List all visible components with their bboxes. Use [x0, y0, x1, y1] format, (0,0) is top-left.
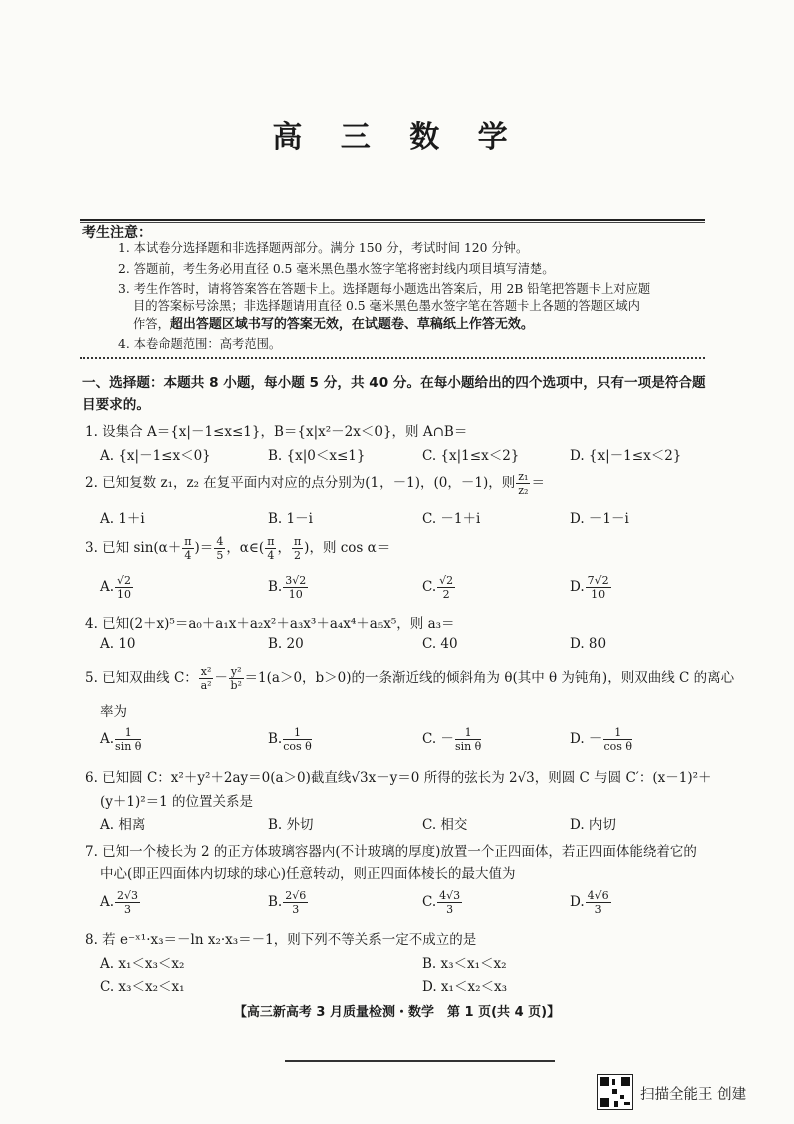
- notice-item: 1. 本试卷分选择题和非选择题两部分。满分 150 分，考试时间 120 分钟。: [118, 241, 529, 255]
- numerator: x²: [200, 665, 212, 678]
- q5-text: ＝1(a＞0，b＞0)的一条渐近线的倾斜角为 θ(其中 θ 为钝角)，则双曲线 C 的离心: [244, 670, 735, 686]
- numerator: 2√3: [117, 889, 139, 902]
- option-c: C. x₃＜x₂＜x₁: [100, 979, 185, 995]
- question-5-cont: 率为: [100, 704, 127, 720]
- denominator: 5: [216, 549, 224, 562]
- fraction: [455, 726, 481, 753]
- page-footer: 【高三新高考 3 月质量检测・数学 第 1 页(共 4 页)】: [233, 1005, 561, 1020]
- question-3: 3. 已知 sin(α＋ $\frac{\pi}{4}$ )＝ $\frac{4}{5}$ ，α∈( $\frac{\pi}{4}$ ， $\frac{\pi}{2}$ )，则 cos α＝: [85, 535, 391, 562]
- question-2-tail: ＝: [531, 475, 545, 491]
- numerator: 1: [603, 726, 632, 740]
- option-c: [422, 889, 463, 916]
- denominator: 10: [117, 588, 132, 601]
- denominator: b²: [230, 679, 242, 692]
- option-a: A. x₁＜x₃＜x₂: [100, 956, 185, 972]
- option-label: D. －: [570, 731, 603, 747]
- fraction: [115, 889, 140, 916]
- divider: [80, 219, 705, 221]
- notice-item: 3. 考生作答时，请将答案答在答题卡上。选择题每小题选出答案后，用 2B 铅笔把答题卡上对应题: [118, 282, 651, 296]
- denominator: cos θ: [283, 740, 312, 753]
- option-b: [268, 726, 313, 753]
- numerator: 4: [216, 535, 224, 548]
- denominator: 3: [124, 903, 132, 916]
- notice-item: 4. 本卷命题范围：高考范围。: [118, 337, 282, 351]
- option-d: [570, 726, 633, 753]
- fraction: [265, 535, 276, 562]
- option-b: B. x₃＜x₁＜x₂: [422, 956, 507, 972]
- denominator: 2: [294, 549, 302, 562]
- denominator: 2: [442, 588, 450, 601]
- option-label: D.: [570, 894, 585, 910]
- numerator: 1: [455, 726, 481, 740]
- option-c: C. {x|1≤x＜2}: [422, 448, 520, 464]
- numerator: 4√6: [587, 889, 609, 902]
- question-2: [85, 470, 545, 497]
- fraction: [214, 535, 225, 562]
- option-d: D. －1－i: [570, 511, 629, 527]
- denominator: a²: [200, 679, 212, 692]
- option-c: [422, 574, 456, 601]
- notice-item: 目的答案标号涂黑；非选择题请用直径 0.5 毫米黑色墨水签字笔在答题卡上各题的答题区域内: [133, 299, 640, 313]
- notice-item: [133, 316, 534, 333]
- denominator: sin θ: [454, 740, 482, 753]
- fraction: [199, 665, 214, 692]
- q3-text: )，则 cos α＝: [304, 540, 391, 556]
- option-a: A. 10: [100, 636, 136, 652]
- notice-heading: 考生注意：: [82, 225, 152, 241]
- numerator: 2√6: [285, 889, 307, 902]
- option-a: A. 相离: [100, 817, 146, 833]
- option-c: [422, 726, 482, 753]
- fraction: [115, 574, 133, 601]
- denominator: z₂: [518, 484, 529, 497]
- denominator: 10: [591, 588, 606, 601]
- numerator: 3√2: [285, 574, 307, 587]
- notice-emphasis: 超出答题区域书写的答案无效，在试题卷、草稿纸上作答无效。: [169, 317, 534, 332]
- option-a: A. {x|－1≤x＜0}: [100, 448, 211, 464]
- option-label: A.: [100, 731, 115, 747]
- option-label: B.: [268, 894, 283, 910]
- question-2-text: 2. 已知复数 z₁，z₂ 在复平面内对应的点分别为(1，－1)，(0，－1)，则: [85, 475, 516, 491]
- question-7: 7. 已知一个棱长为 2 的正方体玻璃容器内(不计玻璃的厚度)放置一个正四面体，若正四面体能绕着它的: [85, 844, 697, 860]
- dotted-divider: [80, 357, 705, 359]
- q3-text: )＝: [194, 540, 214, 556]
- denominator: 4: [184, 549, 192, 562]
- fraction: [586, 889, 611, 916]
- question-5: 5. 已知双曲线 C： $\frac{\text{x²}}{\text{a²}}$ － $\frac{\text{y²}}{\text{b²}}$ ＝1(a＞0，b＞0)的一条渐近线的倾斜角为 θ(其中 θ 为钝角)，则双曲线 C 的离心: [85, 665, 735, 692]
- fraction: [437, 889, 462, 916]
- fraction: [283, 726, 312, 753]
- numerator: √2: [439, 574, 454, 587]
- question-6: 6. 已知圆 C：x²＋y²＋2ay＝0(a＞0)截直线√3x－y＝0 所得的弦长为 2√3，则圆 C 与圆 C′：(x－1)²＋: [85, 770, 712, 786]
- option-a: [100, 726, 142, 753]
- scanner-watermark: 扫描全能王 创建: [640, 1087, 747, 1103]
- scan-artifact: [285, 1060, 555, 1062]
- section-heading: 一、选择题：本题共 8 小题，每小题 5 分，共 40 分。在每小题给出的四个选项中，只有一项是符合题目要求的。: [82, 375, 706, 413]
- option-d: [570, 574, 612, 601]
- numerator: 1: [115, 726, 141, 740]
- numerator: π: [293, 535, 302, 548]
- numerator: 4√3: [439, 889, 461, 902]
- option-a: [100, 889, 141, 916]
- numerator: √2: [117, 574, 132, 587]
- option-d: D. 内切: [570, 817, 616, 833]
- numerator: y²: [230, 665, 242, 678]
- question-8: 8. 若 e⁻ˣ¹·x₃＝－ln x₂·x₃＝－1，则下列不等关系一定不成立的是: [85, 932, 477, 948]
- option-label: A.: [100, 894, 115, 910]
- question-4: 4. 已知(2＋x)⁵＝a₀＋a₁x＋a₂x²＋a₃x³＋a₄x⁴＋a₅x⁵，则 a₃＝: [85, 616, 455, 632]
- option-a: A. 1＋i: [100, 511, 145, 527]
- option-label: C.: [422, 894, 437, 910]
- option-label: A.: [100, 579, 115, 595]
- q3-text: ，α∈(: [226, 540, 265, 556]
- numerator: 1: [283, 726, 312, 740]
- fraction: [516, 470, 530, 497]
- denominator: 3: [446, 903, 454, 916]
- option-c: C. －1＋i: [422, 511, 481, 527]
- option-d: D. x₁＜x₂＜x₃: [422, 979, 508, 995]
- divider: [80, 222, 705, 223]
- fraction: [283, 574, 308, 601]
- option-label: B.: [268, 579, 283, 595]
- page-title: 高 三 数 学: [272, 120, 522, 155]
- numerator: z₁: [518, 470, 529, 483]
- option-b: B. 20: [268, 636, 304, 652]
- denominator: cos θ: [603, 740, 632, 753]
- option-c: C. 相交: [422, 817, 468, 833]
- option-d: D. 80: [570, 636, 607, 652]
- option-b: B. {x|0＜x≤1}: [268, 448, 366, 464]
- option-label: C. －: [422, 731, 454, 747]
- fraction: [292, 535, 303, 562]
- option-label: B.: [268, 731, 283, 747]
- numerator: π: [184, 535, 192, 548]
- question-6-cont: (y＋1)²＝1 的位置关系是: [100, 794, 254, 810]
- denominator: 3: [594, 903, 602, 916]
- fraction: [586, 574, 611, 601]
- fraction: [115, 726, 141, 753]
- qr-code-icon: [597, 1074, 633, 1110]
- option-label: C.: [422, 579, 437, 595]
- q3-text: 3. 已知 sin(α＋: [85, 540, 182, 556]
- fraction: [229, 665, 244, 692]
- question-7-cont: 中心(即正四面体内切球的球心)任意转动，则正四面体棱长的最大值为: [100, 866, 516, 882]
- option-b: [268, 574, 309, 601]
- denominator: 4: [267, 549, 275, 562]
- numerator: 7√2: [587, 574, 609, 587]
- q5-text: 5. 已知双曲线 C：: [85, 670, 198, 686]
- fraction: [283, 889, 308, 916]
- option-b: [268, 889, 309, 916]
- question-1: 1. 设集合 A＝{x|－1≤x≤1}，B＝{x|x²－2x＜0}，则 A∩B＝: [85, 424, 468, 440]
- option-b: B. 外切: [268, 817, 314, 833]
- denominator: sin θ: [115, 740, 142, 753]
- option-b: B. 1－i: [268, 511, 313, 527]
- denominator: 3: [292, 903, 300, 916]
- fraction: [437, 574, 455, 601]
- denominator: 10: [288, 588, 303, 601]
- option-label: D.: [570, 579, 585, 595]
- fraction: [182, 535, 193, 562]
- option-d: D. {x|－1≤x＜2}: [570, 448, 682, 464]
- option-c: C. 40: [422, 636, 458, 652]
- notice-text: 作答，: [133, 317, 170, 331]
- fraction: [603, 726, 632, 753]
- option-d: [570, 889, 612, 916]
- option-a: [100, 574, 134, 601]
- notice-item: 2. 答题前，考生务必用直径 0.5 毫米黑色墨水签字笔将密封线内项目填写清楚。: [118, 262, 555, 276]
- numerator: π: [267, 535, 275, 548]
